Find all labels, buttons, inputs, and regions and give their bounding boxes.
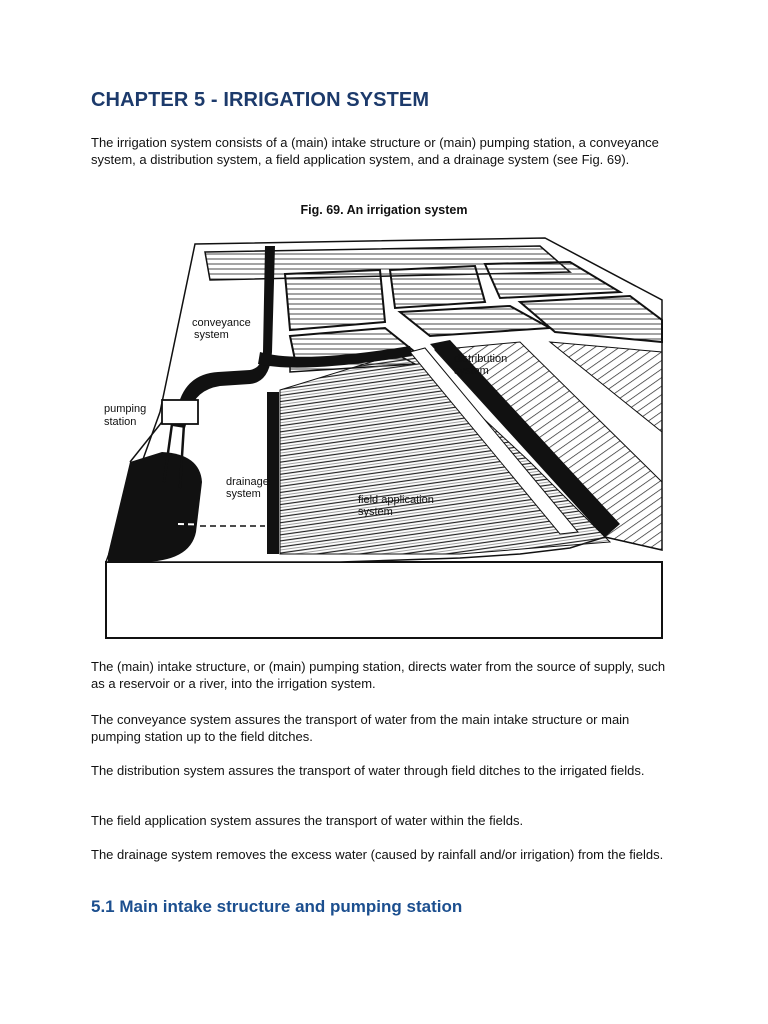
svg-text:system bbox=[194, 329, 229, 341]
pumping-station bbox=[162, 400, 198, 424]
drainage-paragraph: The drainage system removes the excess water (caused by rainfall and/or irrigation) from the fields. bbox=[91, 847, 664, 862]
svg-text:drainage bbox=[226, 476, 269, 488]
label-drainage-1: drainage bbox=[226, 476, 269, 488]
label-drainage-2: system bbox=[226, 488, 261, 500]
intro-paragraph: The irrigation system consists of a (main) intake structure or (main) pumping station, a conveyance system, a distribution system, a field application system, and a drainage system (see Fig. 69). bbox=[91, 135, 659, 167]
svg-text:distribution bbox=[454, 353, 507, 365]
label-pumping-2: station bbox=[104, 416, 137, 428]
label-distribution-2: system bbox=[454, 365, 489, 377]
svg-text:system bbox=[454, 365, 489, 377]
svg-text:conveyance bbox=[192, 317, 251, 329]
label-conveyance-2: system bbox=[194, 329, 229, 341]
svg-text:system bbox=[358, 506, 393, 518]
intake-paragraph: The (main) intake structure, or (main) pumping station, directs water from the source of supply, such as a reservoir or a river, into the irrigation system. bbox=[91, 659, 666, 691]
figure-caption: Fig. 69. An irrigation system bbox=[300, 203, 468, 217]
field-application-paragraph: The field application system assures the transport of water within the fields. bbox=[91, 813, 524, 828]
ground-block bbox=[106, 562, 662, 638]
irrigation-system-illustration bbox=[100, 232, 670, 644]
distribution-paragraph: The distribution system assures the transport of water through field ditches to the irrigated fields. bbox=[91, 763, 645, 778]
conveyance-paragraph: The conveyance system assures the transport of water from the main intake structure or main pumping station up to the field ditches. bbox=[91, 712, 630, 744]
label-distribution-1: distribution bbox=[454, 353, 508, 365]
section-title: 5.1 Main intake structure and pumping station bbox=[91, 897, 463, 916]
svg-text:pumping bbox=[104, 403, 146, 415]
chapter-title: CHAPTER 5 - IRRIGATION SYSTEM bbox=[91, 89, 430, 111]
water-source bbox=[108, 452, 202, 562]
label-pumping-1: pumping bbox=[104, 403, 147, 415]
label-field-1: field application bbox=[358, 494, 434, 506]
svg-text:field application bbox=[358, 494, 434, 506]
label-conveyance-1: conveyance bbox=[192, 317, 251, 329]
drainage-drain bbox=[267, 392, 279, 554]
svg-text:station bbox=[104, 416, 136, 428]
svg-text:system bbox=[226, 488, 261, 500]
label-field-2: system bbox=[358, 506, 393, 518]
